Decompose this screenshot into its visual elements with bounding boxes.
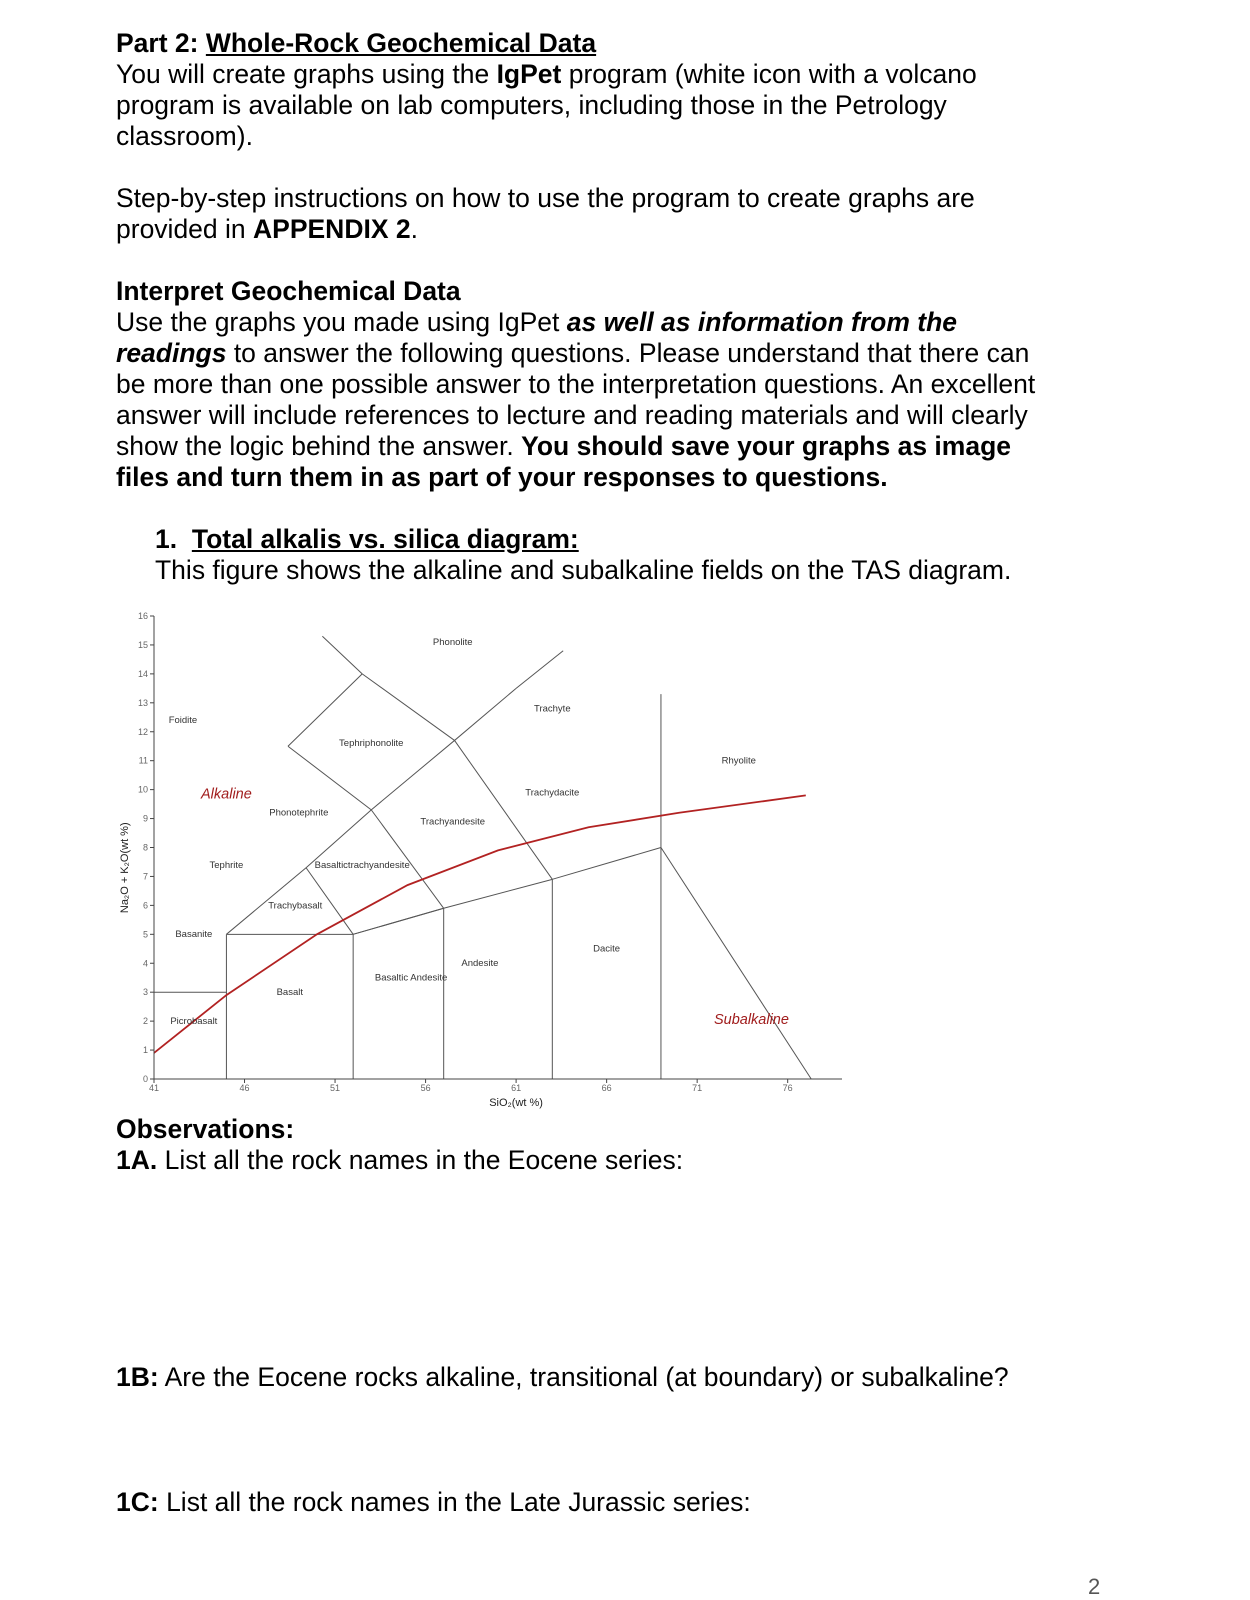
field-boundary-line (661, 848, 811, 1080)
y-tick-label: 5 (142, 929, 148, 940)
field-boundary-line (353, 908, 444, 934)
y-tick-label: 7 (142, 871, 148, 882)
divide-series (154, 795, 806, 1053)
x-tick-label: 51 (330, 1083, 341, 1093)
field-boundary-line (455, 688, 517, 740)
steps-line-1: Step-by-step instructions on how to use the program to create graphs are (116, 183, 975, 213)
y-tick-label: 13 (137, 697, 148, 708)
q1-title: Total alkalis vs. silica diagram: (191, 524, 579, 554)
question-1 (155, 524, 1011, 586)
field-boundary-line (455, 740, 553, 879)
field-boundary-line (371, 740, 454, 809)
field-boundary-line (362, 674, 454, 741)
y-tick-label: 4 (142, 958, 148, 969)
field-boundary-line (322, 636, 362, 674)
q1a-line (116, 1145, 683, 1176)
field-label: Trachydacite (525, 787, 580, 799)
field-label: Rhyolite (721, 755, 756, 767)
x-tick-label: 61 (511, 1083, 522, 1093)
intro-text-b: program (white icon with a volcano (561, 59, 977, 89)
field-boundaries (154, 636, 811, 1079)
field-label: Dacite (593, 943, 621, 955)
series-label: Subalkaline (713, 1012, 789, 1029)
y-tick-label: 16 (137, 611, 148, 621)
steps-paragraph (116, 183, 975, 245)
field-label: Trachyte (534, 703, 571, 715)
series-label: Alkaline (201, 786, 252, 803)
y-tick-label: 8 (142, 842, 148, 853)
intro-line-1 (116, 59, 977, 90)
steps-line-2 (116, 214, 975, 245)
field-label: Tephriphonolite (339, 738, 404, 750)
alkaline-subalkaline-divide-line (154, 795, 806, 1053)
q1a-label: 1A. (116, 1145, 158, 1175)
q1c-line (116, 1487, 751, 1518)
field-label: Basaltic Andesite (374, 972, 448, 984)
x-tick-label: 56 (420, 1083, 431, 1093)
part2-label: Part 2: (116, 28, 199, 58)
x-tick-label: 66 (601, 1083, 612, 1093)
interpret-l1-emph: as well as information from the (566, 307, 957, 337)
observations-section (116, 1114, 683, 1176)
part2-section (116, 28, 977, 152)
intro-line-3: classroom). (116, 121, 253, 151)
page-number: 2 (1088, 1574, 1101, 1599)
y-tick-label: 0 (142, 1074, 148, 1084)
observations-heading: Observations: (116, 1114, 295, 1144)
field-label: Basaltictrachyandesite (314, 859, 410, 871)
x-tick-label: 71 (692, 1083, 703, 1093)
q1-number: 1. (155, 524, 178, 554)
interpret-l1-a: Use the graphs you made using IgPet (116, 307, 567, 337)
q1b-line (116, 1362, 1009, 1393)
q1a-text: List all the rock names in the Eocene series: (157, 1145, 684, 1175)
y-tick-label: 12 (137, 726, 148, 737)
field-boundary-line (552, 848, 661, 880)
interpret-l5-a: show the logic behind the answer. (116, 431, 522, 461)
appendix-ref: APPENDIX 2 (253, 214, 411, 244)
field-boundary-line (516, 651, 563, 689)
interpret-line-3: be more than one possible answer to the interpretation questions. An excellent (116, 369, 1036, 399)
y-tick-label: 10 (137, 784, 148, 795)
q1-title-line (155, 524, 1011, 555)
interpret-l2-emph: readings (116, 338, 227, 368)
y-tick-label: 1 (142, 1045, 148, 1056)
x-axis-title: SiO₂(wt %) (489, 1097, 543, 1109)
y-tick-label: 14 (137, 668, 148, 679)
q1c-text: List all the rock names in the Late Jurassic series: (158, 1487, 751, 1517)
y-tick-label: 15 (137, 639, 148, 650)
y-axis-title: Na₂O + K₂O(wt %) (119, 822, 131, 914)
x-tick-label: 46 (239, 1083, 250, 1093)
q1b-text: Are the Eocene rocks alkaline, transitional (at boundary) or subalkaline? (158, 1362, 1009, 1392)
field-boundary-line (288, 746, 371, 810)
field-boundary-line (444, 879, 553, 908)
intro-line-2: program is available on lab computers, including those in the Petrology (116, 90, 947, 120)
q1b-label: 1B: (116, 1362, 159, 1392)
part2-title: Whole-Rock Geochemical Data (205, 28, 597, 58)
y-tick-label: 3 (142, 987, 148, 998)
interpret-section (116, 276, 1035, 493)
interpret-line-4: answer will include references to lecture and reading materials and will clearly (116, 400, 1028, 430)
interpret-line-1 (116, 307, 1035, 338)
interpret-line-2 (116, 338, 1035, 369)
program-name: IgPet (496, 59, 562, 89)
intro-text-a: You will create graphs using the (116, 59, 497, 89)
field-labels (169, 637, 756, 1027)
x-tick-label: 76 (782, 1083, 793, 1093)
field-label: Foidite (168, 715, 198, 727)
y-tick-label: 9 (142, 813, 148, 824)
steps-prefix: provided in (116, 214, 254, 244)
interpret-l2-text: to answer the following questions. Please understand that there can (226, 338, 1030, 368)
field-label: Trachybasalt (268, 900, 323, 912)
field-label: Andesite (461, 958, 499, 970)
field-label: Trachyandesite (420, 816, 486, 828)
interpret-heading: Interpret Geochemical Data (116, 276, 461, 306)
steps-suffix: . (410, 214, 418, 244)
y-tick-label: 11 (138, 755, 148, 766)
field-label: Picrobasalt (170, 1016, 218, 1028)
y-tick-label: 6 (142, 900, 148, 911)
q1-desc: This figure shows the alkaline and subalkaline fields on the TAS diagram. (155, 555, 1012, 585)
field-label: Basanite (175, 929, 213, 941)
interpret-l5-b: You should save your graphs as image (521, 431, 1012, 461)
interpret-line-6: files and turn them in as part of your responses to questions. (116, 462, 888, 492)
field-label: Tephrite (209, 859, 244, 871)
interpret-line-5 (116, 431, 1035, 462)
field-label: Phonotephrite (269, 807, 329, 819)
y-tick-label: 2 (142, 1016, 148, 1027)
x-tick-label: 41 (148, 1083, 160, 1093)
part2-heading (116, 28, 977, 59)
tas-diagram (112, 604, 872, 1114)
field-label: Phonolite (432, 636, 473, 648)
field-label: Basalt (276, 987, 303, 999)
q1c-label: 1C: (116, 1487, 159, 1517)
field-boundary-line (288, 674, 362, 746)
